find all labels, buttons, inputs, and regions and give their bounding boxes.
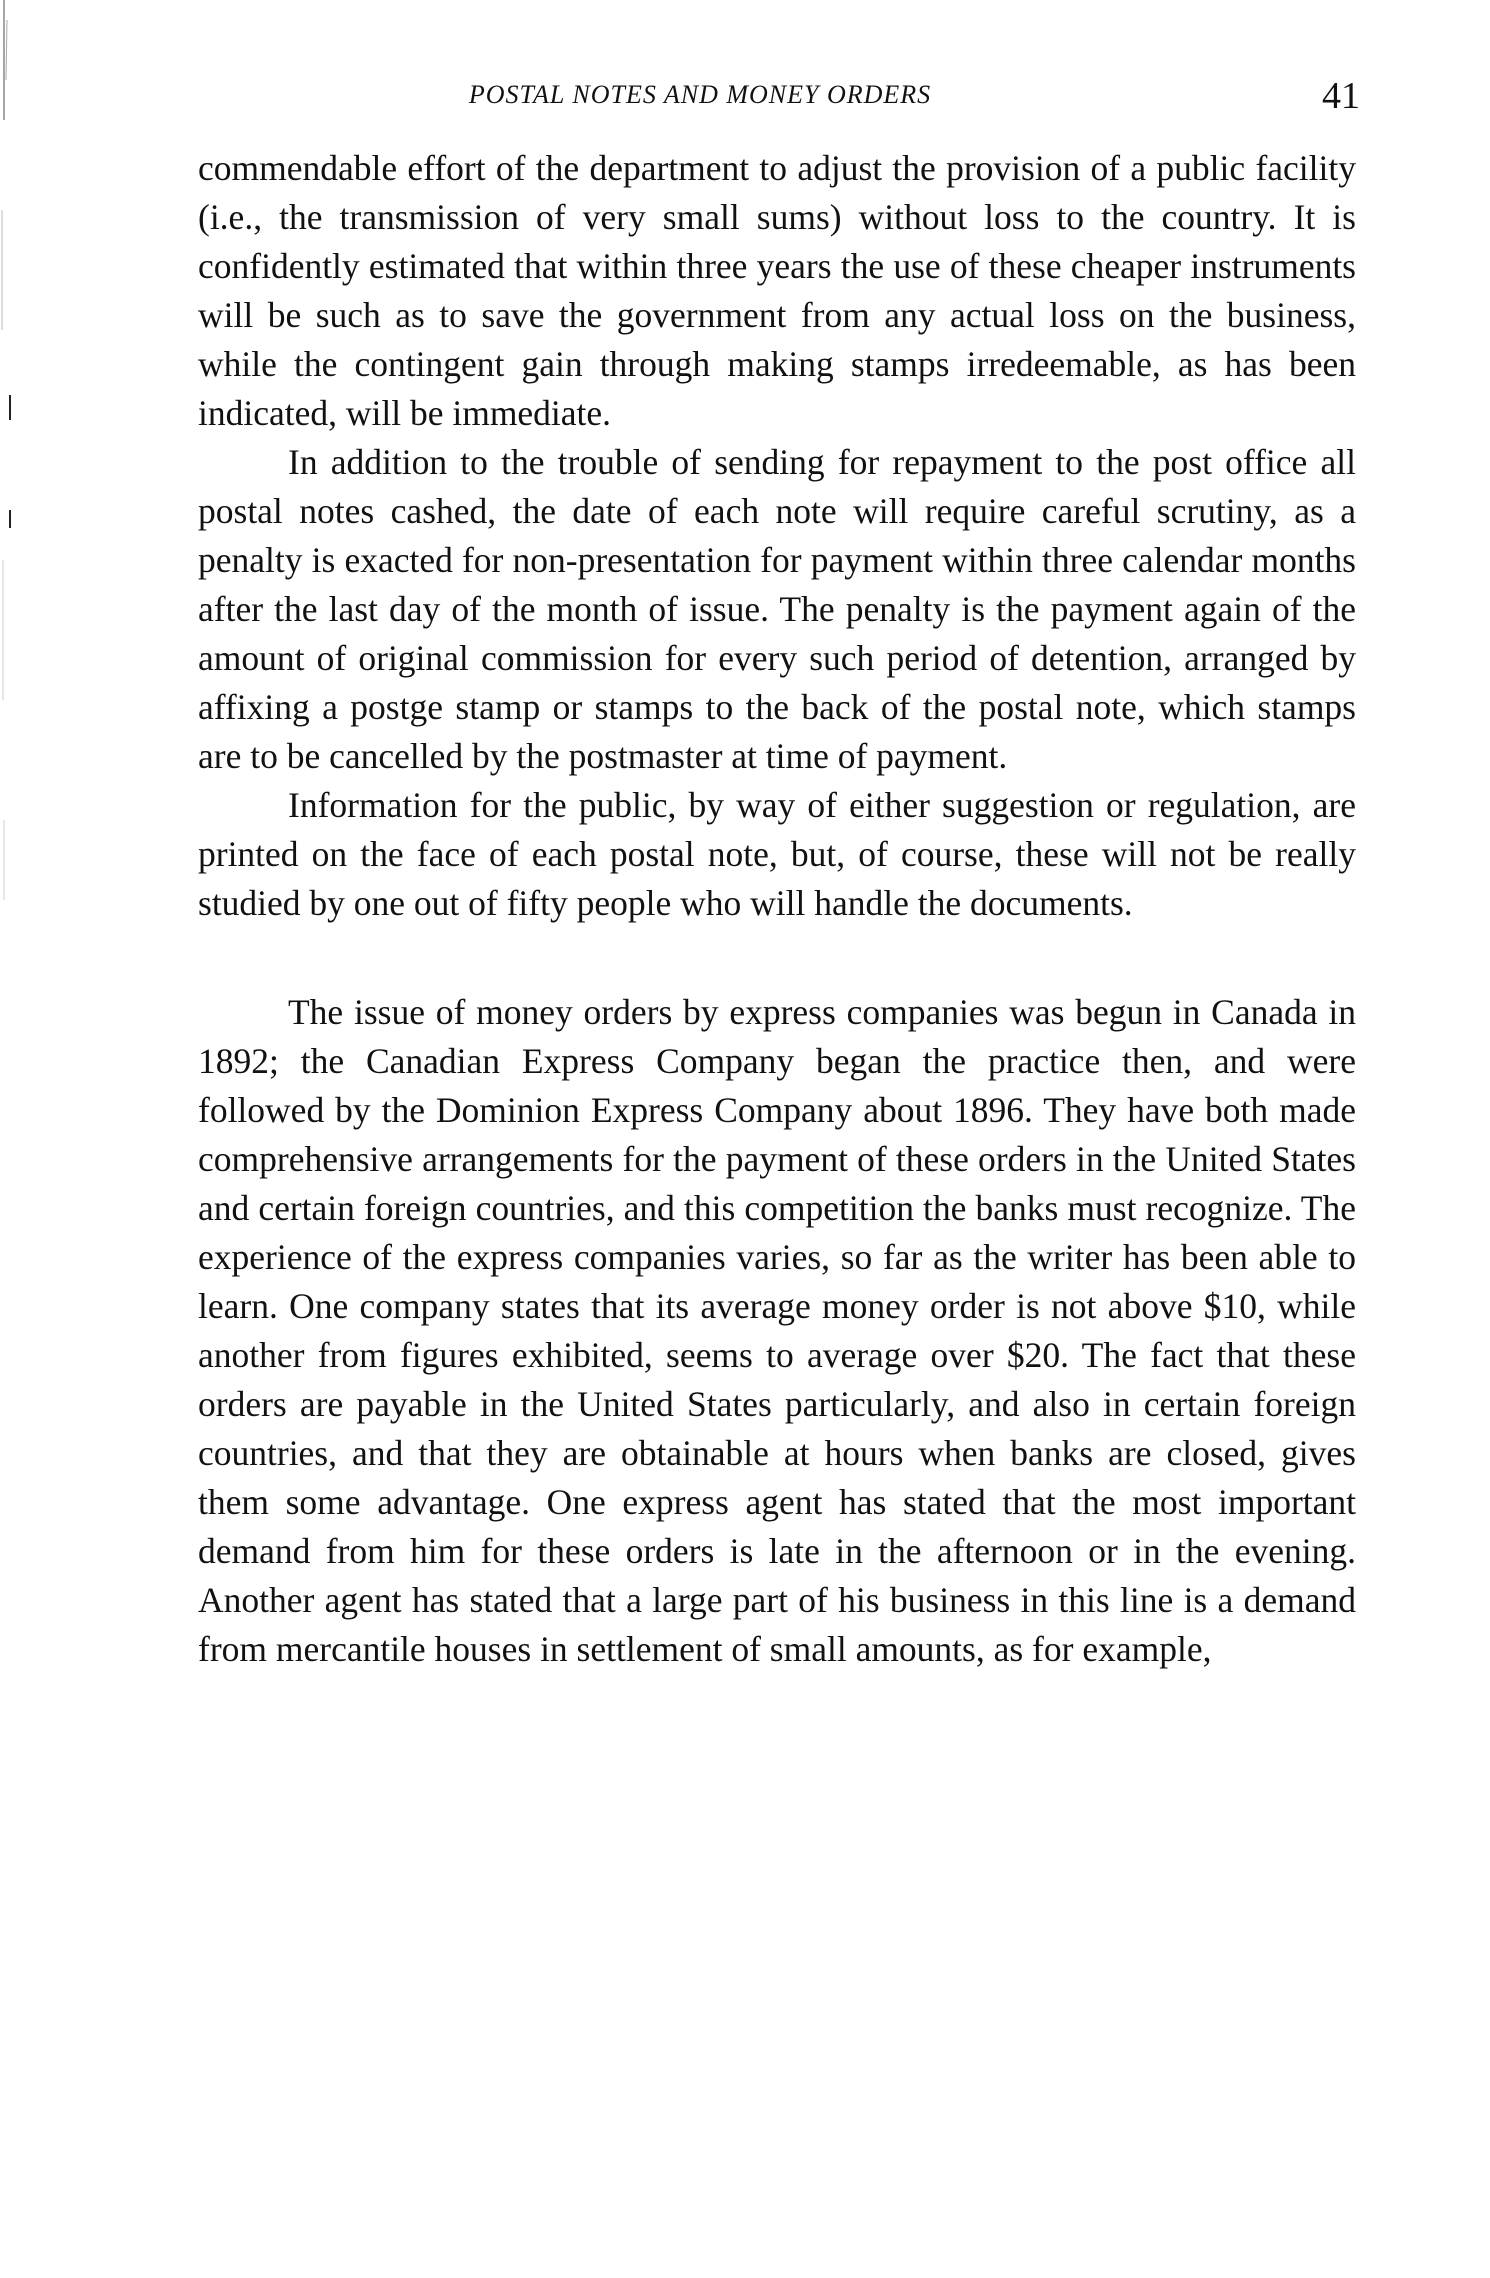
scan-margin-marks [0,0,30,2278]
running-title: POSTAL NOTES AND MONEY ORDERS [468,80,932,109]
paragraph: commendable effort of the department to adjust the provision of a public facility (i.e., the transmission of very small sums) without loss to the country. It is confidently estimated that within three years the use of these cheaper instruments will be such as to save the government from any actual loss on the business, while the contingent gain through making stamps irredeemable, as has been indicated, will be immediate. [198,148,1356,433]
paragraph: In addition to the trouble of sending for repayment to the post office all postal notes cashed, the date of each note will require careful scrutiny, as a penalty is exacted for non-presentation for payment within three calendar months after the last day of the month of issue. The penalty is the payment again of the amount of original commission for every such period of detention, arranged by affixing a postge stamp or stamps to the back of the postal note, which stamps are to be cancelled by the postmaster at time of payment. [198,442,1356,776]
body-text [198,144,1356,1674]
paragraph: The issue of money orders by express companies was begun in Canada in 1892; the Canadian Express Company began the practice then, and were followed by the Dominion Express Company about 1896. They have both made comprehensive arrangements for the payment of these orders in the United States and certain foreign countries, and this competition the banks must recognize. The experience of the express companies varies, so far as the writer has been able to learn. One company states that its average money order is not above $10, while another from figures exhibited, seems to average over $20. The fact that these orders are payable in the United States particularly, and also in certain foreign countries, and that they are obtainable at hours when banks are closed, gives them some advantage. One express agent has stated that the most important demand from him for these orders is late in the afternoon or in the evening. Another agent has stated that a large part of his business in this line is a demand from mercantile houses in settlement of small amounts, as for example, [198,992,1356,1669]
running-head [200,75,1360,130]
page-number: 41 [1322,75,1360,117]
paragraph: Information for the public, by way of either suggestion or regulation, are printed on the face of each postal note, but, of course, these will not be really studied by one out of fifty people who will handle the documents. [198,785,1356,923]
